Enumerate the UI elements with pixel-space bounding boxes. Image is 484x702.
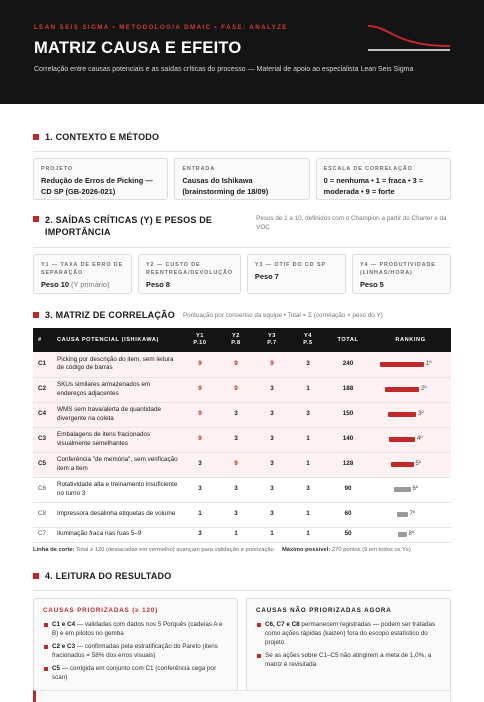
card-value: Peso 5 <box>359 280 384 289</box>
cell-id: C3 <box>33 427 54 452</box>
cell-y2: 3 <box>218 502 254 527</box>
table-body <box>33 352 451 542</box>
cell-y4: 3 <box>290 477 326 502</box>
ranking-position: 2º <box>421 386 427 392</box>
cell-y3: 3 <box>254 502 290 527</box>
cell-id: C5 <box>33 452 54 477</box>
section-header <box>33 214 451 238</box>
correlation-table <box>33 328 451 543</box>
section-title: 1. CONTEXTO E MÉTODO <box>45 132 160 142</box>
section-header <box>33 132 451 142</box>
cell-y1: 1 <box>182 502 218 527</box>
table-row <box>33 352 451 377</box>
list-item-strong: C6, C7 e C8 <box>265 620 300 628</box>
cell-cause: SKUs similares armazenados em endereços adjacentes <box>54 377 182 402</box>
card-label: ESCALA DE CORRELAÇÃO <box>323 166 413 172</box>
col-ranking: RANKING <box>370 328 451 352</box>
ranking-position: 4º <box>417 436 423 442</box>
cell-ranking <box>370 527 451 542</box>
cell-y1: 3 <box>182 477 218 502</box>
cell-y3: 3 <box>254 402 290 427</box>
section-marker-icon <box>33 216 39 222</box>
cell-total: 90 <box>326 477 370 502</box>
ranking-position: 3º <box>418 411 424 417</box>
card-input <box>174 158 309 200</box>
decorative-curve-icon <box>368 24 450 52</box>
divider <box>33 590 451 591</box>
col-y2-weight: P.8 <box>231 340 241 346</box>
cell-id: C7 <box>33 527 54 542</box>
list-item <box>43 664 228 682</box>
cell-ranking <box>370 477 451 502</box>
table-row <box>33 477 451 502</box>
section-title: 2. SAÍDAS CRÍTICAS (Y) E PESOS DE IMPORTÂNCIA <box>45 215 213 237</box>
prioritized-list <box>43 620 228 682</box>
ranking-position: 7º <box>409 511 416 517</box>
cell-y4: 3 <box>290 402 326 427</box>
card-title: CAUSAS PRIORIZADAS (≥ 120) <box>43 606 159 614</box>
card-value <box>41 280 124 291</box>
col-y1 <box>182 328 218 352</box>
cell-y3: 9 <box>254 352 290 377</box>
card-value: Peso 8 <box>146 280 170 289</box>
ranking-bar-wrap <box>373 385 448 394</box>
card-y4 <box>352 254 451 294</box>
list-item-text: — confirmadas pela estratificação do Pareto (itens fracionados = 58% dos erros visuais) <box>52 642 218 659</box>
non-prioritized-causes-card <box>246 598 451 702</box>
cell-y4: 1 <box>290 452 326 477</box>
cell-total: 50 <box>326 527 370 542</box>
context-cards <box>33 158 451 200</box>
ranking-bar-wrap <box>373 460 448 469</box>
list-item <box>43 642 228 660</box>
cut-label: Linha de corte: <box>33 546 75 553</box>
page-title: MATRIZ CAUSA E EFEITO <box>34 39 242 57</box>
card-label: PROJETO <box>41 166 73 172</box>
cell-cause: WMS sem trava/alerta de quantidade divergente na coleta <box>54 402 182 427</box>
card-value: Causas do Ishikawa (brainstorming de 18/09) <box>182 176 269 196</box>
cell-total: 140 <box>326 427 370 452</box>
page-subtitle: Correlação entre causas potenciais e as saídas críticas do processo — Material de apoio ao especialista Lean Seis Sigma <box>34 66 414 73</box>
card-scale <box>316 158 451 200</box>
ranking-bar <box>398 532 407 537</box>
divider <box>33 247 451 248</box>
list-item-strong: C1 e C4 <box>52 620 76 628</box>
list-item-text: — corrigida em conjunto com C1 (conferência cega por scan) <box>52 664 217 681</box>
page-header <box>0 0 484 104</box>
prioritized-causes-card <box>33 598 238 702</box>
cell-y3: 3 <box>254 377 290 402</box>
section-marker-icon <box>33 573 39 579</box>
cell-y4: 1 <box>290 527 326 542</box>
card-label: ENTRADA <box>182 166 215 172</box>
col-y1-weight: P.10 <box>193 340 207 346</box>
table-row <box>33 527 451 542</box>
cell-cause: Embalagens de itens fracionados visualmente semelhantes <box>54 427 182 452</box>
cell-y1: 9 <box>182 352 218 377</box>
cell-y2: 3 <box>218 477 254 502</box>
col-y3-weight: P.7 <box>267 340 277 346</box>
ranking-bar-wrap <box>373 530 448 539</box>
header-kicker: LEAN SEIS SIGMA • METODOLOGIA DMAIC • FASE: ANALYZE <box>34 24 288 31</box>
cell-y2: 9 <box>218 377 254 402</box>
bottom-callout <box>33 690 451 702</box>
section-matrix <box>0 310 484 553</box>
table-row <box>33 377 451 402</box>
col-y2-label: Y2 <box>231 333 241 339</box>
ranking-bar <box>397 512 408 517</box>
cut-text: Total ≥ 120 (destacadas em vermelho) avançam para validação e priorização <box>76 546 274 553</box>
weight-value: Peso 10 <box>41 280 69 289</box>
card-title: CAUSAS NÃO PRIORIZADAS AGORA <box>256 606 392 614</box>
section-header <box>33 310 451 320</box>
cell-ranking <box>370 352 451 377</box>
cell-y2: 3 <box>218 427 254 452</box>
col-y3-label: Y3 <box>267 333 277 339</box>
cell-y2: 1 <box>218 527 254 542</box>
col-id: # <box>33 328 54 352</box>
cell-y2: 9 <box>218 352 254 377</box>
list-item <box>256 651 441 669</box>
cell-total: 128 <box>326 452 370 477</box>
cell-y1: 9 <box>182 427 218 452</box>
col-y3 <box>254 328 290 352</box>
card-label: Y1 — TAXA DE ERRO DE SEPARAÇÃO <box>41 262 124 276</box>
section-marker-icon <box>33 312 39 318</box>
cell-id: C2 <box>33 377 54 402</box>
col-y4-label: Y4 <box>303 333 313 339</box>
cell-ranking <box>370 452 451 477</box>
card-value: 0 = nenhuma • 1 = fraca • 3 = moderada • 9 = forte <box>323 176 424 196</box>
col-cause: CAUSA POTENCIAL (ISHIKAWA) <box>54 328 182 352</box>
ranking-position: 1º <box>426 360 432 367</box>
col-y4-weight: P.5 <box>303 340 313 346</box>
list-item-strong: C5 <box>52 664 61 672</box>
col-total: TOTAL <box>326 328 370 352</box>
ranking-bar-wrap <box>373 410 448 419</box>
cell-y1: 3 <box>182 452 218 477</box>
cell-y2: 3 <box>218 402 254 427</box>
ranking-bar <box>389 437 415 442</box>
cell-total: 188 <box>326 377 370 402</box>
ranking-bar <box>385 387 419 392</box>
cell-total: 150 <box>326 402 370 427</box>
cell-id: C1 <box>33 352 54 377</box>
ranking-position: 8º <box>408 531 415 537</box>
cell-y3: 3 <box>254 477 290 502</box>
cell-total: 60 <box>326 502 370 527</box>
ranking-bar <box>391 462 414 467</box>
list-item <box>256 620 441 647</box>
section-marker-icon <box>33 134 39 140</box>
ranking-position: 5º <box>415 461 422 467</box>
list-item-text: Se as ações sobre C1–C5 não atingirem a meta de 1,0%, a matriz é revisitada <box>265 651 432 668</box>
card-project <box>33 158 168 200</box>
cell-y4: 1 <box>290 502 326 527</box>
result-cards <box>33 598 451 702</box>
weight-note: (Y primário) <box>71 280 110 289</box>
cell-total: 240 <box>326 352 370 377</box>
cell-cause: Iluminação fraca nas ruas 5–9 <box>54 527 182 542</box>
ranking-bar <box>394 487 411 492</box>
list-item-text: permanecem registradas — podem ser tratadas como ações rápidas (kaizen) fora do escopo estatístico do projeto <box>265 620 436 646</box>
cell-id: C6 <box>33 477 54 502</box>
ranking-bar <box>388 412 416 417</box>
cell-cause: Rotatividade alta e treinamento insuficiente no turno 3 <box>54 477 182 502</box>
cell-y1: 9 <box>182 402 218 427</box>
section-results <box>0 571 484 702</box>
card-y2 <box>138 254 241 294</box>
card-y3 <box>247 254 346 294</box>
cell-y2: 9 <box>218 452 254 477</box>
cell-y1: 9 <box>182 377 218 402</box>
section-outputs <box>0 214 484 294</box>
col-y4 <box>290 328 326 352</box>
card-y1 <box>33 254 132 294</box>
table-row <box>33 427 451 452</box>
cell-y3: 3 <box>254 427 290 452</box>
ranking-bar-wrap <box>373 435 448 444</box>
max-text: 270 pontos (9 em todos os Ys) <box>331 546 411 553</box>
table-footnote <box>33 547 451 553</box>
section-title: 4. LEITURA DO RESULTADO <box>45 570 172 581</box>
col-y1-label: Y1 <box>195 333 205 339</box>
cell-cause: Conferência "de memória", sem verificação item a item <box>54 452 182 477</box>
cell-cause: Impressora desalinha etiquetas de volume <box>54 502 182 527</box>
section-header <box>33 571 451 581</box>
table-header-row <box>33 328 451 352</box>
ranking-bar-wrap <box>373 360 448 369</box>
cell-y4: 1 <box>290 427 326 452</box>
ranking-bar <box>380 362 424 367</box>
cell-y4: 3 <box>290 352 326 377</box>
table-row <box>33 502 451 527</box>
list-item <box>43 620 228 638</box>
list-item-strong: C2 e C3 <box>52 642 76 650</box>
cell-ranking <box>370 402 451 427</box>
card-label: Y4 — PRODUTIVIDADE (LINHAS/HORA) <box>359 262 436 276</box>
cell-y3: 1 <box>254 527 290 542</box>
non-prioritized-list <box>256 620 441 669</box>
card-value: Peso 7 <box>254 272 279 281</box>
ranking-bar-wrap <box>373 485 448 494</box>
section-note: Pesos de 1 a 10, definidos com o Champion a partir do Charter e da VOC <box>256 215 447 231</box>
col-y2 <box>218 328 254 352</box>
cell-id: C4 <box>33 402 54 427</box>
cell-y4: 1 <box>290 377 326 402</box>
table-row <box>33 402 451 427</box>
section-title: 3. MATRIZ DE CORRELAÇÃO <box>45 310 175 320</box>
cell-ranking <box>370 502 451 527</box>
ranking-bar-wrap <box>373 510 448 519</box>
cell-y1: 3 <box>182 527 218 542</box>
divider <box>33 151 451 152</box>
cell-cause: Picking por descrição do item, sem leitura de código de barras <box>54 352 182 377</box>
output-cards <box>33 254 451 294</box>
max-label: Máximo possível: <box>281 546 331 553</box>
card-label: Y3 — OTIF DO CD SP <box>254 262 326 268</box>
cell-ranking <box>370 427 451 452</box>
card-label: Y2 — CUSTO DE REENTREGA/DEVOLUÇÃO <box>146 262 233 276</box>
ranking-position: 6º <box>412 486 419 492</box>
cell-y3: 3 <box>254 452 290 477</box>
cell-ranking <box>370 377 451 402</box>
section-context <box>0 132 484 200</box>
cell-id: C8 <box>33 502 54 527</box>
section-note: Pontuação por consenso da equipe • Total = Σ (correlação × peso do Y) <box>182 311 383 319</box>
list-item-text: — validadas com dados nos 5 Porquês (cadeias A e B) e em pilotos no gemba <box>52 620 223 637</box>
table-row <box>33 452 451 477</box>
card-value: Redução de Erros de Picking — CD SP (GB-2026-021) <box>41 176 153 196</box>
